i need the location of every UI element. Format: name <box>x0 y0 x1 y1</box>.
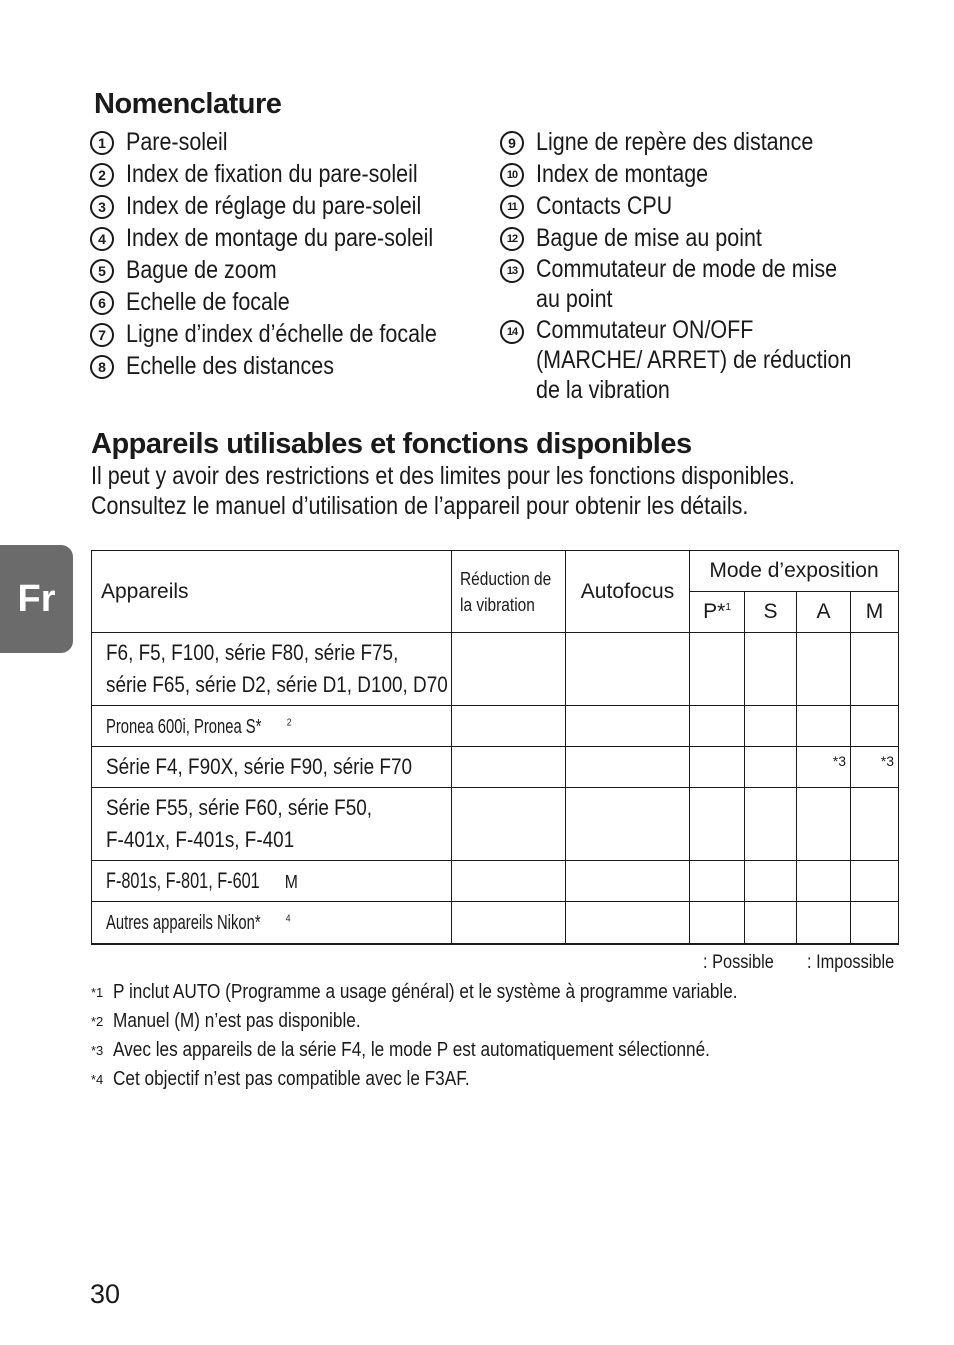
number-circle: 4 <box>90 227 114 251</box>
nomenclature-item: 7 Ligne d’index d’échelle de focale <box>90 318 487 350</box>
nomenclature-item: 2 Index de fixation du pare-soleil <box>90 158 487 190</box>
number-circle: 5 <box>90 259 114 283</box>
nomenclature-item: 10 Index de montage <box>500 158 906 190</box>
nomenclature-item: 9 Ligne de repère des distance <box>500 126 906 158</box>
nomenclature-item: 8 Echelle des distances <box>90 350 487 382</box>
header-mode-a: A <box>797 592 851 633</box>
legend-possible: : Possible <box>703 952 774 973</box>
number-circle: 3 <box>90 195 114 219</box>
legend-impossible: : Impossible <box>807 952 895 973</box>
nomenclature-item: 6 Echelle de focale <box>90 286 487 318</box>
page-number: 30 <box>90 1279 121 1309</box>
header-autofocus: Autofocus <box>566 551 690 633</box>
nomenclature-heading: Nomenclature <box>94 88 282 120</box>
nomenclature-item: 5 Bague de zoom <box>90 254 487 286</box>
camera-cell: Série F55, série F60, série F50, F-401x, F-401s, F-401 <box>92 788 452 861</box>
nomenclature-list-right <box>500 126 906 406</box>
nomenclature-item: 13 Commutateur de mode de mise au point <box>500 254 906 315</box>
nomenclature-item: 4 Index de montage du pare-soleil <box>90 222 487 254</box>
compatibility-table <box>91 550 899 945</box>
number-circle: 1 <box>90 131 114 155</box>
camera-cell: Série F4, F90X, série F90, série F70 <box>92 747 452 788</box>
camera-cell: F-801s, F-801, F-601 M <box>92 861 452 902</box>
number-circle: 6 <box>90 291 114 315</box>
table-row <box>92 861 899 902</box>
language-tab-fr: Fr <box>0 545 73 653</box>
footnote: *4 Cet objectif n’est pas compatible avec le F3AF. <box>91 1068 470 1090</box>
nomenclature-list-left <box>90 126 487 382</box>
table-row <box>92 902 899 944</box>
number-circle: 11 <box>500 195 524 219</box>
intro-text: Consultez le manuel d’utilisation de l’appareil pour obtenir les détails. <box>91 492 749 520</box>
camera-cell: F6, F5, F100, série F80, série F75, série F65, série D2, série D1, D100, D70 <box>92 633 452 706</box>
header-mode-s: S <box>745 592 797 633</box>
table-row <box>92 747 899 788</box>
table-row <box>92 788 899 861</box>
camera-cell: Autres appareils Nikon* $^4$ <box>92 902 452 944</box>
header-exposure-mode: Mode d’exposition <box>690 551 899 592</box>
footnote: *3 Avec les appareils de la série F4, le mode P est automatiquement sélectionné. <box>91 1039 710 1061</box>
number-circle: 2 <box>90 163 114 187</box>
nomenclature-item: 1 Pare-soleil <box>90 126 487 158</box>
number-circle: 13 <box>500 259 524 283</box>
intro-text: Il peut y avoir des restrictions et des limites pour les fonctions disponibles. <box>91 462 795 490</box>
table-legend <box>703 952 909 974</box>
footnote: *1 P inclut AUTO (Programme a usage général) et le système à programme variable. <box>91 981 738 1003</box>
footnote: *2 Manuel (M) n’est pas disponible. <box>91 1010 361 1032</box>
table-row <box>92 706 899 747</box>
header-cameras: Appareils <box>92 551 452 633</box>
nomenclature-item: 14 Commutateur ON/OFF (MARCHE/ ARRET) de réduction de la vibration <box>500 315 906 406</box>
nomenclature-item: 3 Index de réglage du pare-soleil <box>90 190 487 222</box>
number-circle: 14 <box>500 320 524 344</box>
number-circle: 10 <box>500 163 524 187</box>
number-circle: 8 <box>90 355 114 379</box>
footnote-mark: *3 <box>851 747 899 788</box>
table-row <box>92 633 899 706</box>
compatibility-heading: Appareils utilisables et fonctions disponibles <box>91 428 692 460</box>
header-mode-p: P*$^1$ <box>690 592 745 633</box>
camera-cell: Pronea 600i, Pronea S* $^2$ <box>92 706 452 747</box>
header-mode-m: M <box>851 592 899 633</box>
nomenclature-item: 12 Bague de mise au point <box>500 222 906 254</box>
footnote-mark: *3 <box>797 747 851 788</box>
nomenclature-item: 11 Contacts CPU <box>500 190 906 222</box>
number-circle: 7 <box>90 323 114 347</box>
number-circle: 12 <box>500 227 524 251</box>
number-circle: 9 <box>500 131 524 155</box>
header-vibration-reduction: Réduction de la vibration <box>452 551 566 633</box>
